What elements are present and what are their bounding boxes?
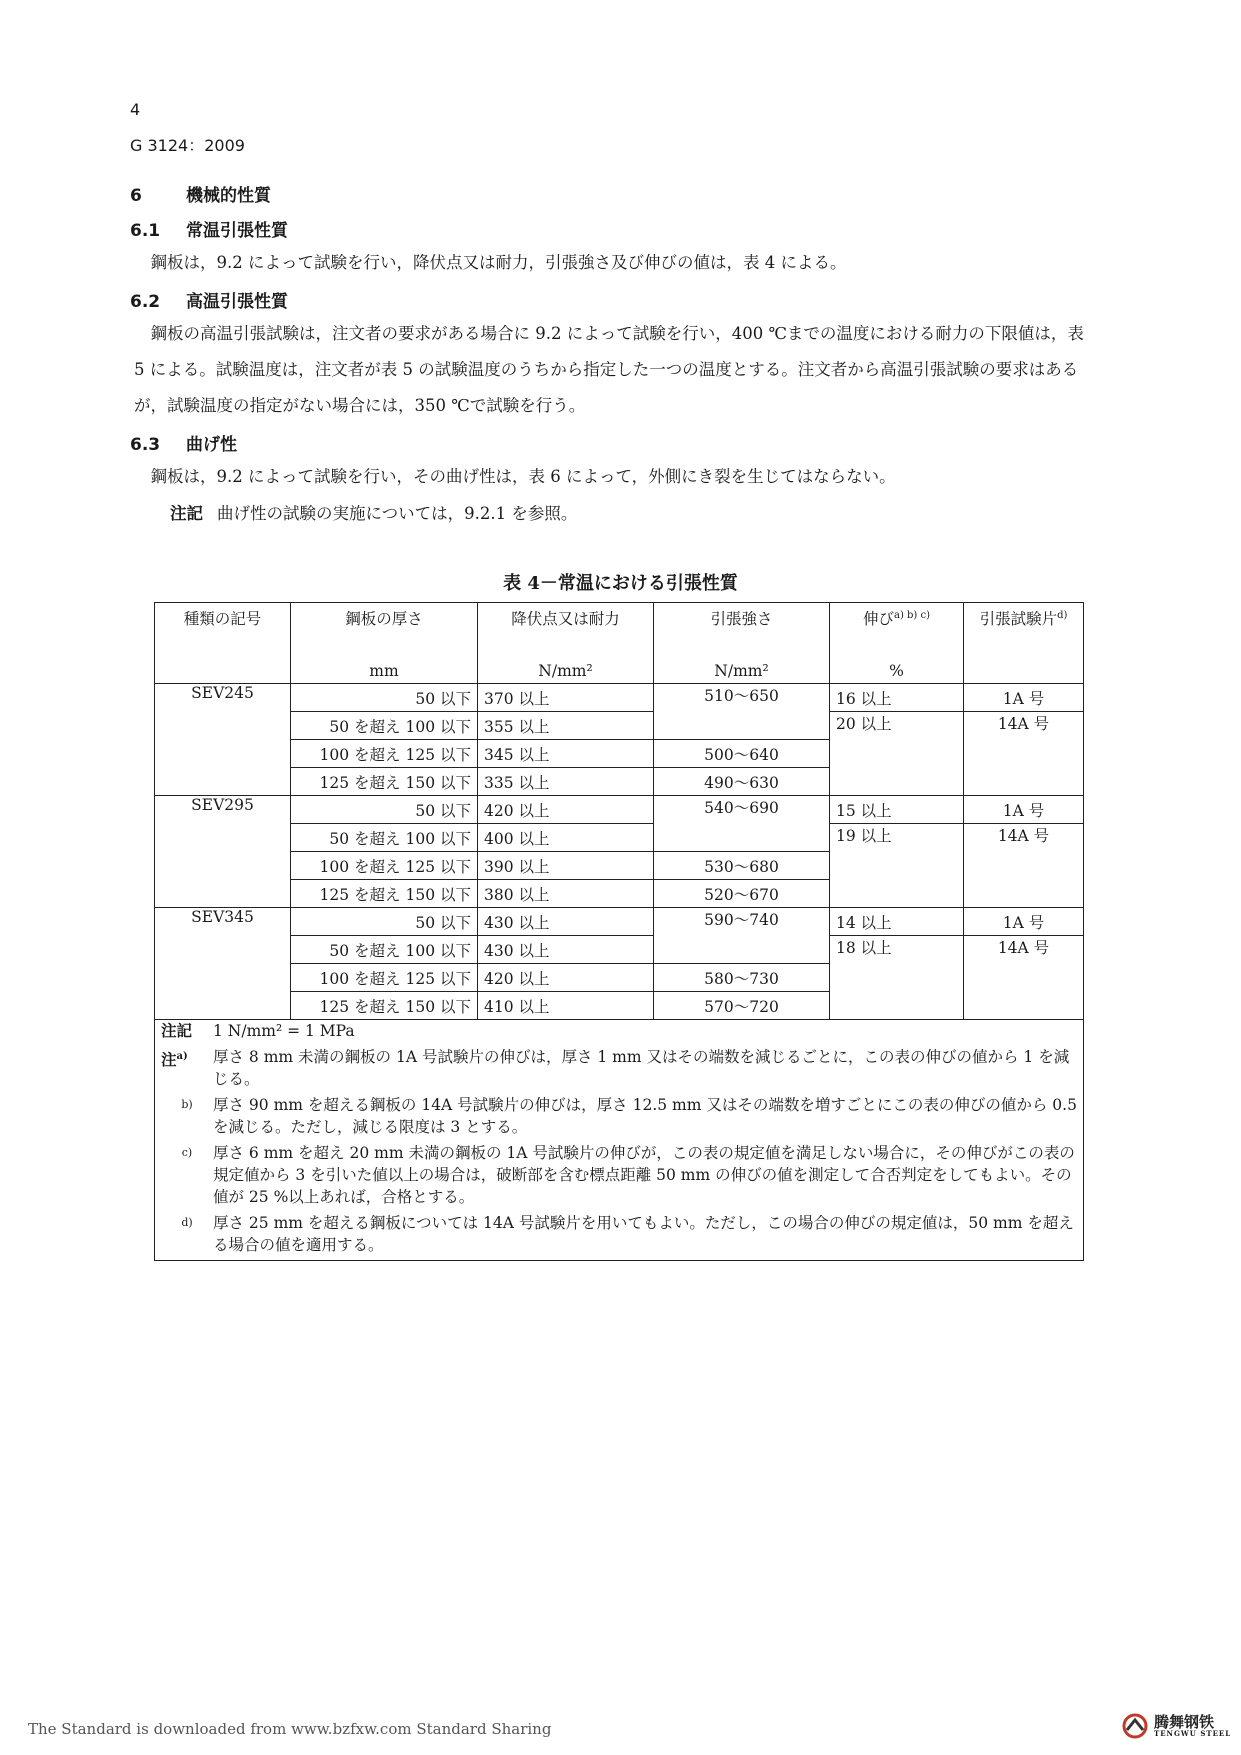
thickness-cell: 125 を超え 150 以下	[291, 992, 478, 1020]
thickness-cell: 50 を超え 100 以下	[291, 712, 478, 740]
specimen-cell: 1A 号	[964, 796, 1084, 824]
thickness-cell: 50 以下	[291, 684, 478, 712]
footnote-key: d)	[181, 1216, 193, 1229]
header-unit: %	[889, 662, 904, 680]
header-grade: 種類の記号	[155, 603, 291, 684]
section-6-heading	[130, 181, 271, 206]
footnote-text: 厚さ 6 mm を超え 20 mm 未満の鋼板の 1A 号試験片の伸びが，この表の規定値を満足しない場合に，その伸びがこの表の規定値から 3 を引いた値以上の場合は，破断部を含む標点距離 50 mm の伸びの値を測定して合否判定をしてもよい。その値が 25 %以上あれば，合格とする。	[213, 1144, 1075, 1206]
specimen-cell: 14A 号	[964, 936, 1084, 1020]
logo-subtext: TENGWU STEEL	[1154, 1728, 1232, 1738]
tensile-cell: 580～730	[654, 964, 830, 992]
elongation-cell: 15 以上	[830, 796, 964, 824]
footnote-d	[161, 1212, 1077, 1256]
header-specimen: 引張試験片$^{d)}$	[964, 603, 1084, 684]
section-6-2-text	[134, 316, 1094, 424]
tensile-cell: 510～650	[654, 684, 830, 740]
table-row	[155, 796, 1084, 824]
yield-cell: 335 以上	[478, 768, 654, 796]
logo-mark-icon	[1122, 1713, 1148, 1739]
section-number: 6.1	[130, 221, 161, 241]
footer-source: The Standard is downloaded from www.bzfxw.com Standard Sharing	[28, 1720, 552, 1738]
tensile-cell: 490～630	[654, 768, 830, 796]
section-6-1-text	[134, 245, 1094, 281]
paragraph: 鋼板は，9.2 によって試験を行い，降伏点又は耐力，引張強さ及び伸びの値は，表 4 による。	[150, 253, 847, 272]
tensile-cell: 530～680	[654, 852, 830, 880]
tensile-cell: 520～670	[654, 880, 830, 908]
thickness-cell: 50 以下	[291, 796, 478, 824]
table-header-row	[155, 603, 1084, 684]
specimen-cell: 14A 号	[964, 712, 1084, 796]
specimen-cell: 1A 号	[964, 684, 1084, 712]
table-row	[155, 908, 1084, 936]
footnote-text: 厚さ 90 mm を超える鋼板の 14A 号試験片の伸びは，厚さ 12.5 mm 又はその端数を増すごとにこの表の伸びの値から 0.5 を減じる。ただし，減じる限度は 3 とする。	[213, 1096, 1077, 1136]
section-number: 6.3	[130, 435, 161, 455]
yield-cell: 420 以上	[478, 796, 654, 824]
table-note	[161, 1020, 1077, 1042]
yield-cell: 430 以上	[478, 936, 654, 964]
footnote-ref: d)	[1057, 609, 1068, 621]
yield-cell: 355 以上	[478, 712, 654, 740]
tensile-cell: 540～690	[654, 796, 830, 852]
section-number: 6.2	[130, 292, 161, 312]
table-notes-row	[155, 1020, 1084, 1261]
logo-text: 腾舞钢铁	[1154, 1712, 1215, 1731]
table-caption: 表 4－常温における引張性質	[503, 573, 738, 594]
yield-cell: 380 以上	[478, 880, 654, 908]
table-notes	[155, 1020, 1084, 1261]
table-row	[155, 712, 1084, 740]
table-row	[155, 824, 1084, 852]
elongation-cell: 18 以上	[830, 936, 964, 1020]
section-title: 常温引張性質	[186, 221, 288, 241]
header-unit: N/mm²	[538, 662, 593, 680]
table-row	[155, 684, 1084, 712]
elongation-cell: 19 以上	[830, 824, 964, 908]
table-4	[154, 602, 1084, 1261]
section-6-2-heading	[130, 287, 288, 312]
section-6-3-heading	[130, 430, 237, 455]
note-text: 1 N/mm² = 1 MPa	[213, 1022, 355, 1040]
elongation-cell: 20 以上	[830, 712, 964, 796]
section-6-3-note	[170, 500, 577, 524]
yield-cell: 420 以上	[478, 964, 654, 992]
header-elongation: 伸び$^{a) b) c)}$ %	[830, 603, 964, 684]
elongation-cell: 16 以上	[830, 684, 964, 712]
thickness-cell: 125 を超え 150 以下	[291, 768, 478, 796]
table-row	[155, 936, 1084, 964]
footnote-text: 厚さ 8 mm 未満の鋼板の 1A 号試験片の伸びは，厚さ 1 mm 又はその端数を減じるごとに，この表の伸びの値から 1 を減じる。	[213, 1048, 1070, 1088]
section-6-1-heading	[130, 216, 288, 241]
section-title: 機械的性質	[186, 186, 271, 206]
yield-cell: 390 以上	[478, 852, 654, 880]
grade-cell: SEV295	[155, 796, 291, 908]
thickness-cell: 50 以下	[291, 908, 478, 936]
footnote-key: b)	[181, 1098, 193, 1111]
note-label: 注記	[170, 504, 203, 523]
footer-logo	[1122, 1713, 1231, 1739]
thickness-cell: 125 を超え 150 以下	[291, 880, 478, 908]
footnote-text: 厚さ 25 mm を超える鋼板については 14A 号試験片を用いてもよい。ただし，この場合の伸びの規定値は，50 mm を超える場合の値を適用する。	[213, 1214, 1074, 1254]
thickness-cell: 50 を超え 100 以下	[291, 824, 478, 852]
thickness-cell: 100 を超え 125 以下	[291, 740, 478, 768]
document-id: G 3124：2009	[130, 136, 245, 155]
specimen-cell: 1A 号	[964, 908, 1084, 936]
specimen-cell: 14A 号	[964, 824, 1084, 908]
grade-cell: SEV245	[155, 684, 291, 796]
header-thickness: 鋼板の厚さ mm	[291, 603, 478, 684]
paragraph: 鋼板は，9.2 によって試験を行い，その曲げ性は，表 6 によって，外側にき裂を生じてはならない。	[150, 467, 896, 486]
tensile-cell: 570～720	[654, 992, 830, 1020]
yield-cell: 370 以上	[478, 684, 654, 712]
tensile-cell: 590～740	[654, 908, 830, 964]
header-unit: N/mm²	[714, 662, 769, 680]
footnote-b	[161, 1094, 1077, 1138]
footnote-key: c)	[181, 1146, 193, 1159]
elongation-cell: 14 以上	[830, 908, 964, 936]
footnote-ref: a) b) c)	[893, 609, 931, 621]
yield-cell: 430 以上	[478, 908, 654, 936]
tensile-cell: 500～640	[654, 740, 830, 768]
note-label: 注記	[161, 1021, 193, 1040]
note-text: 曲げ性の試験の実施については，9.2.1 を参照。	[217, 504, 578, 523]
footnote-label: 注$^{a)}$	[161, 1050, 188, 1070]
section-title: 高温引張性質	[186, 292, 288, 312]
header-unit: mm	[369, 662, 399, 680]
grade-cell: SEV345	[155, 908, 291, 1020]
yield-cell: 410 以上	[478, 992, 654, 1020]
header-yield: 降伏点又は耐力 N/mm²	[478, 603, 654, 684]
footnote-a	[161, 1046, 1077, 1090]
header-tensile: 引張強さ N/mm²	[654, 603, 830, 684]
page-number: 4	[130, 100, 141, 119]
yield-cell: 400 以上	[478, 824, 654, 852]
paragraph: 鋼板の高温引張試験は，注文者の要求がある場合に 9.2 によって試験を行い，400 ℃までの温度における耐力の下限値は，表 5 による。試験温度は，注文者が表 5 の試験温度のうちから指定した一つの温度とする。注文者から高温引張試験の要求はあるが，試験温度の指定がない場合には，350 ℃で試験を行う。	[134, 324, 1084, 415]
thickness-cell: 100 を超え 125 以下	[291, 852, 478, 880]
footnote-c	[161, 1142, 1077, 1208]
thickness-cell: 100 を超え 125 以下	[291, 964, 478, 992]
yield-cell: 345 以上	[478, 740, 654, 768]
section-6-3-text	[134, 459, 1094, 495]
section-title: 曲げ性	[186, 435, 237, 455]
section-number: 6	[130, 186, 142, 206]
thickness-cell: 50 を超え 100 以下	[291, 936, 478, 964]
